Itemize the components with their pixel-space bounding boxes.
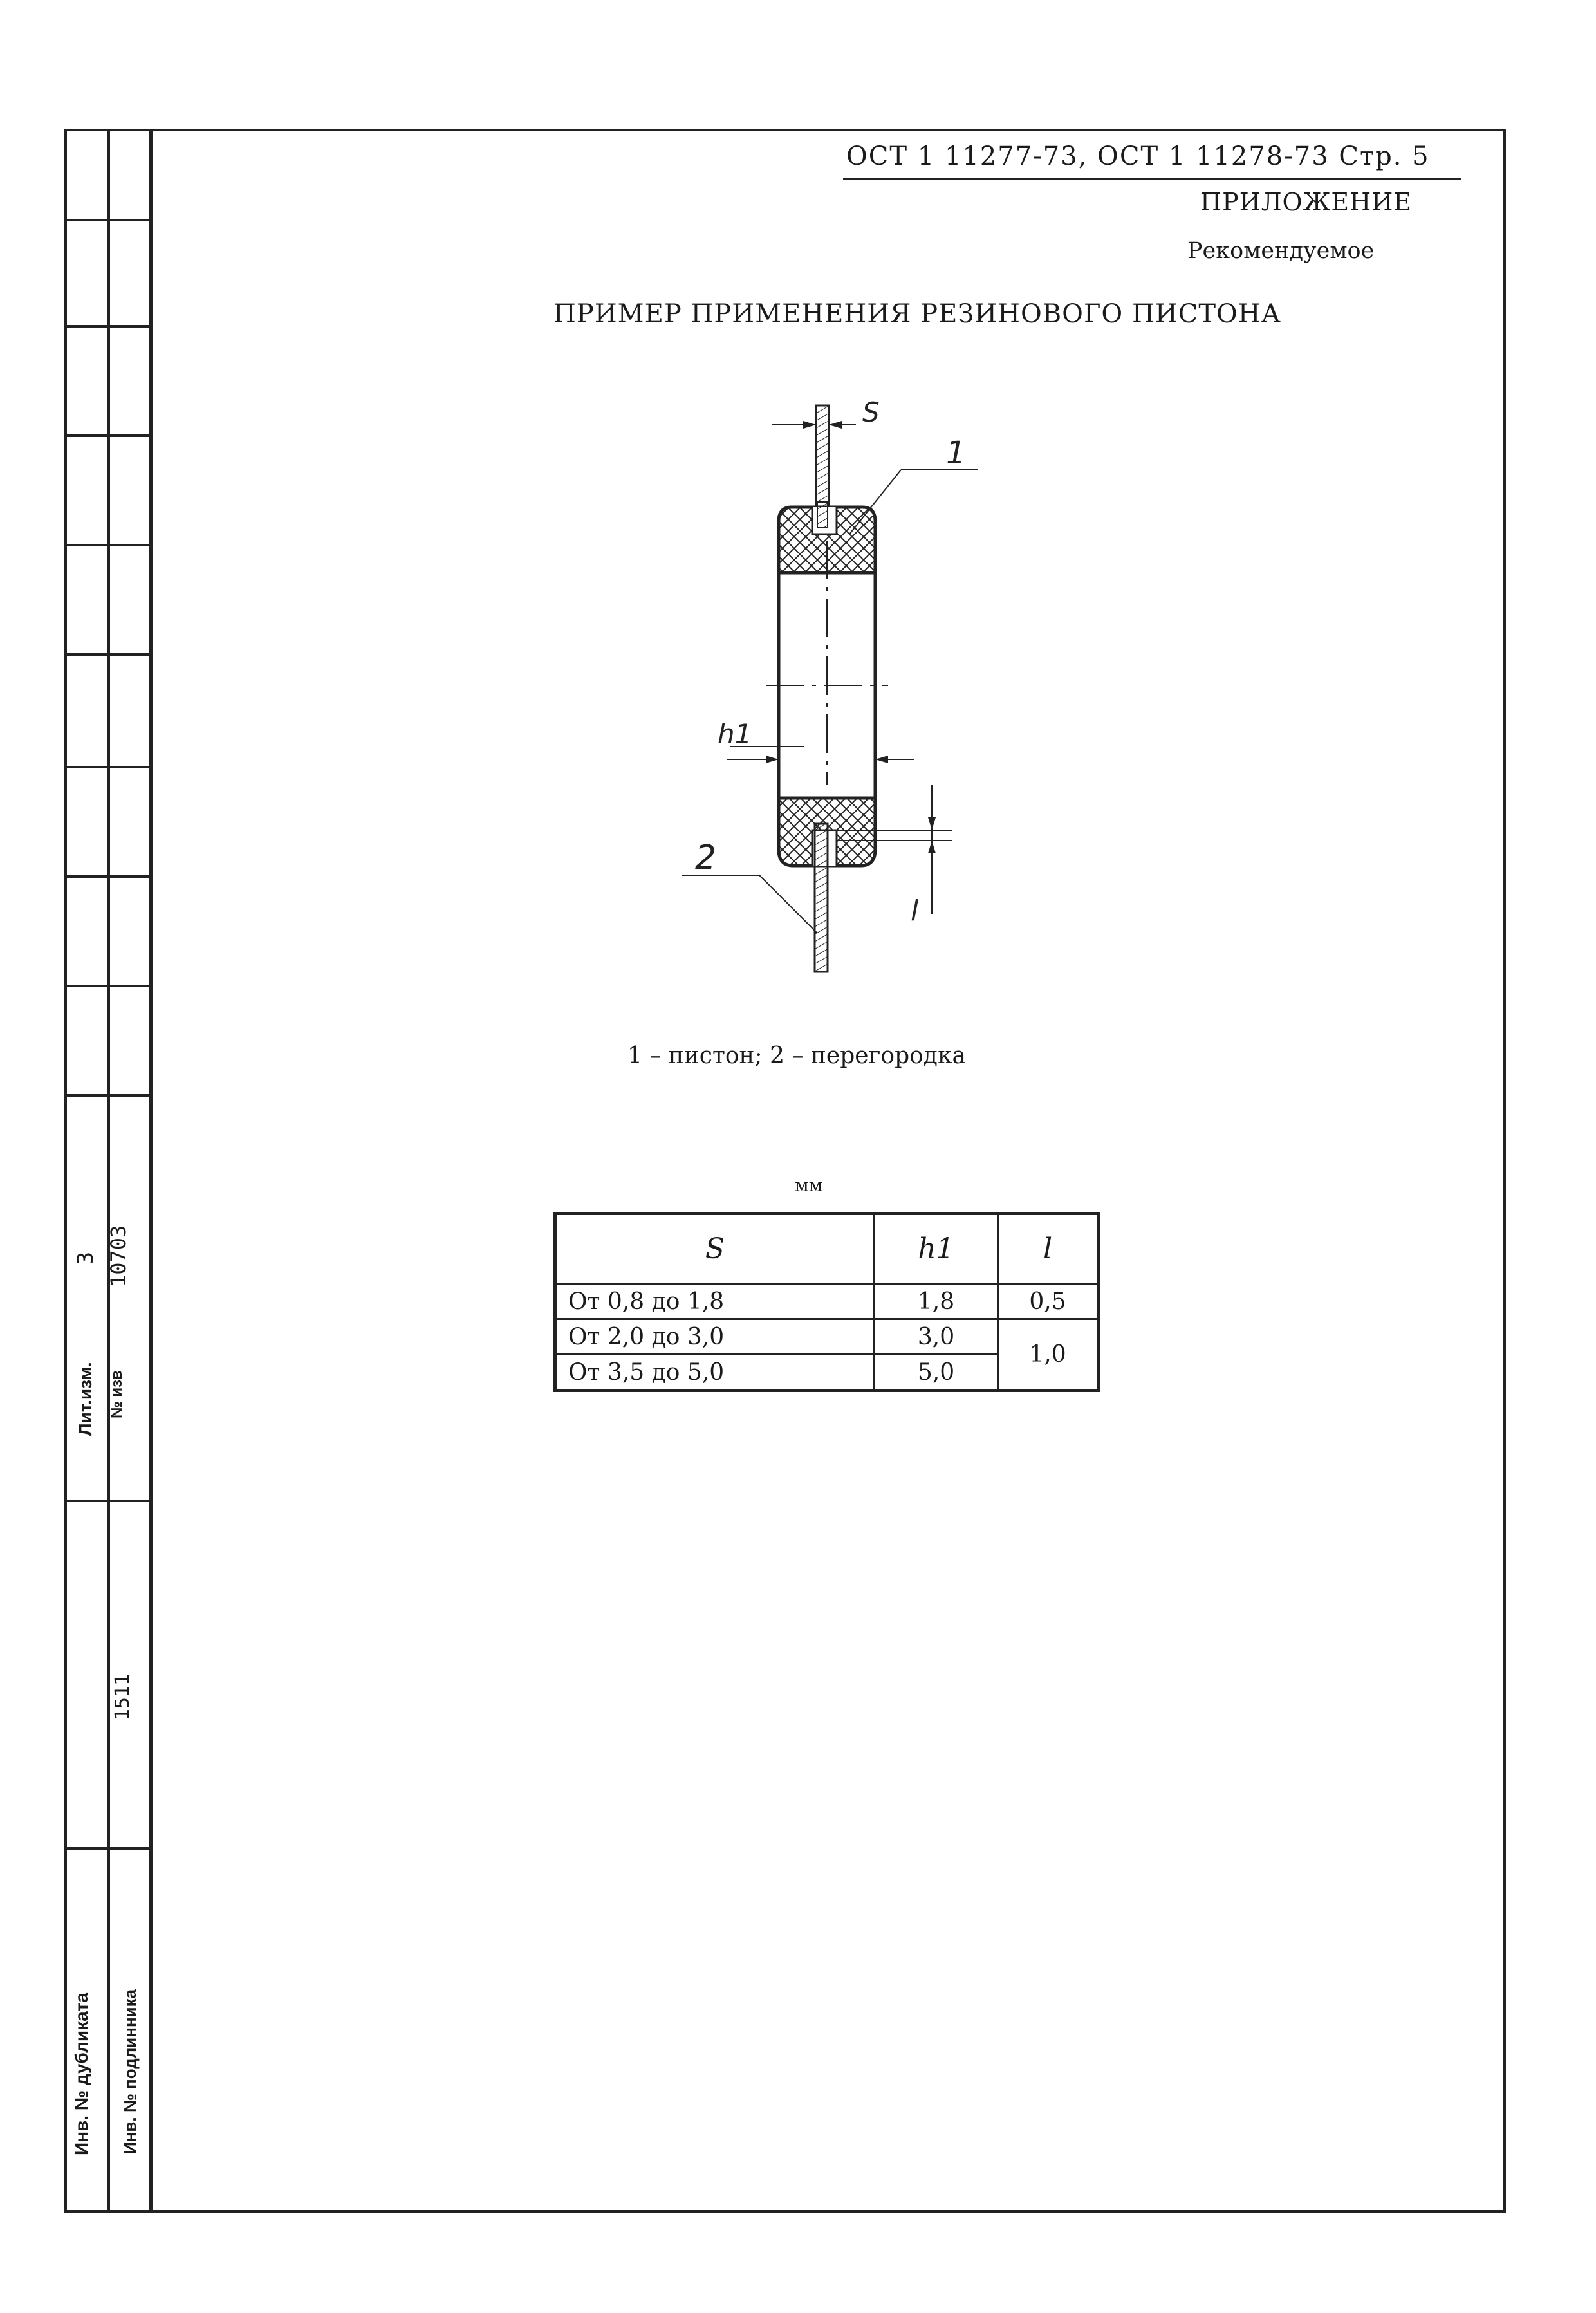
label-l: l [911,895,919,927]
label-h1: h1 [718,718,752,750]
strip-divider [64,219,153,221]
lit-izm-value: 3 [73,1251,98,1265]
table-header-row [555,1214,1099,1284]
table-row [555,1284,1099,1319]
header-h1: h1 [875,1214,998,1284]
strip-divider [64,985,153,987]
page-title: ПРИМЕР ПРИМЕНЕНИЯ РЕЗИНОВОГО ПИСТОНА [553,299,1281,329]
inv-podl-label: Инв. № подлинника [120,1989,140,2154]
header-s: S [555,1214,875,1284]
strip-divider [64,544,153,546]
drawing-legend: 1 – пистон; 2 – перегородка [627,1043,966,1069]
header-l: l [998,1214,1099,1284]
table-row [555,1319,1099,1355]
cell-s: От 0,8 до 1,8 [555,1284,875,1319]
cell-h1: 1,8 [875,1284,998,1319]
inv-podl-value: 1511 [111,1673,134,1721]
no-izv-label: № изв [108,1370,125,1418]
document-code: ОСТ 1 11277-73, ОСТ 1 11278-73 Стр. 5 [846,142,1430,171]
label-s: S [862,396,880,428]
strip-divider [64,653,153,656]
label-2: 2 [695,839,717,877]
strip-divider [64,1094,153,1097]
strip-divider [64,434,153,437]
strip-divider [64,1847,153,1850]
strip-divider [64,1500,153,1502]
cell-h1: 5,0 [875,1355,998,1391]
side-strip-divider [107,129,110,2213]
no-izv-value: 10703 [106,1225,131,1287]
label-1: 1 [946,435,966,471]
strip-divider [64,325,153,328]
lit-izm-label: Лит.изм. [75,1362,95,1436]
strip-divider [64,766,153,768]
cell-s: От 2,0 до 3,0 [555,1319,875,1355]
cell-h1: 3,0 [875,1319,998,1355]
grommet-drawing [644,386,1043,1004]
table-units: мм [795,1175,823,1196]
cell-s: От 3,5 до 5,0 [555,1355,875,1391]
appendix-label: ПРИЛОЖЕНИЕ [1200,188,1413,216]
recommended-label: Рекомендуемое [1187,238,1375,264]
strip-divider [64,875,153,878]
dimensions-table [553,1212,1100,1392]
partition-bottom [815,824,828,972]
cell-l: 0,5 [998,1284,1099,1319]
side-strip-inner-border [149,129,153,2213]
document-code-underline [843,178,1461,180]
inv-dubl-label: Инв. № дубликата [71,1993,91,2155]
side-strip-border [64,129,67,2213]
cell-l: 1,0 [998,1319,1099,1391]
